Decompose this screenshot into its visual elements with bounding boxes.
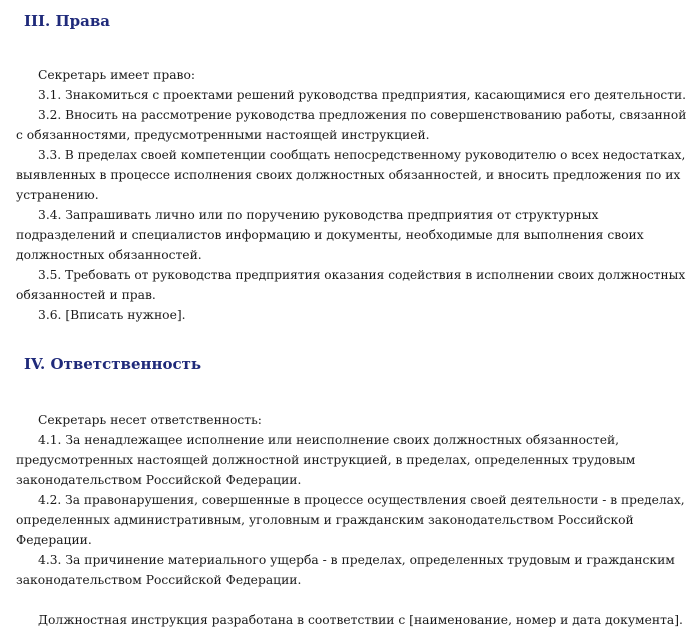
footer-note: Должностная инструкция разработана в соответствии с [наименование, номер и дата документа]. [38,613,683,627]
responsibility-item-4-1-line3: законодательством Российской Федерации. [16,473,302,487]
rights-item-3-4-line2: подразделений и специалистов информацию и документы, необходимые для выполнения своих [16,228,644,242]
rights-item-3-6: 3.6. [Вписать нужное]. [38,308,186,322]
rights-item-3-2-line2: с обязанностями, предусмотренными настоящей инструкцией. [16,128,430,142]
rights-item-3-4-line1: 3.4. Запрашивать лично или по поручению руководства предприятия от структурных [38,208,599,222]
rights-item-3-5-line1: 3.5. Требовать от руководства предприятия оказания содействия в исполнении своих должностных [38,268,686,282]
responsibility-item-4-2-line1: 4.2. За правонарушения, совершенные в процессе осуществления своей деятельности - в пределах, [38,493,685,507]
rights-item-3-3-line1: 3.3. В пределах своей компетенции сообщать непосредственному руководителю о всех недостатках, [38,148,686,162]
rights-item-3-1: 3.1. Знакомиться с проектами решений руководства предприятия, касающимися его деятельности. [38,88,686,102]
rights-item-3-4-line3: должностных обязанностей. [16,248,202,262]
responsibility-intro: Секретарь несет ответственность: [38,413,262,427]
responsibility-item-4-2-line3: Федерации. [16,533,92,547]
rights-item-3-3-line3: устранению. [16,188,99,202]
rights-item-3-3-line2: выявленных в процессе исполнения своих должностных обязанностей, и вносить предложения по их [16,168,681,182]
rights-intro: Секретарь имеет право: [38,68,196,82]
responsibility-item-4-1-line2: предусмотренных настоящей должностной инструкцией, в пределах, определенных трудовым [16,453,636,467]
responsibility-item-4-1-line1: 4.1. За ненадлежащее исполнение или неисполнение своих должностных обязанностей, [38,433,620,447]
section-title-responsibility: IV. Ответственность [24,355,202,373]
rights-item-3-5-line2: обязанностей и прав. [16,288,156,302]
rights-item-3-2-line1: 3.2. Вносить на рассмотрение руководства предложения по совершенствованию работы, связанной [38,108,686,122]
responsibility-item-4-3-line1: 4.3. За причинение материального ущерба - в пределах, определенных трудовым и гражданским [38,553,675,567]
responsibility-item-4-3-line2: законодательством Российской Федерации. [16,573,302,587]
section-title-rights: III. Права [24,12,111,30]
responsibility-item-4-2-line2: определенных административным, уголовным и гражданским законодательством Российской [16,513,634,527]
